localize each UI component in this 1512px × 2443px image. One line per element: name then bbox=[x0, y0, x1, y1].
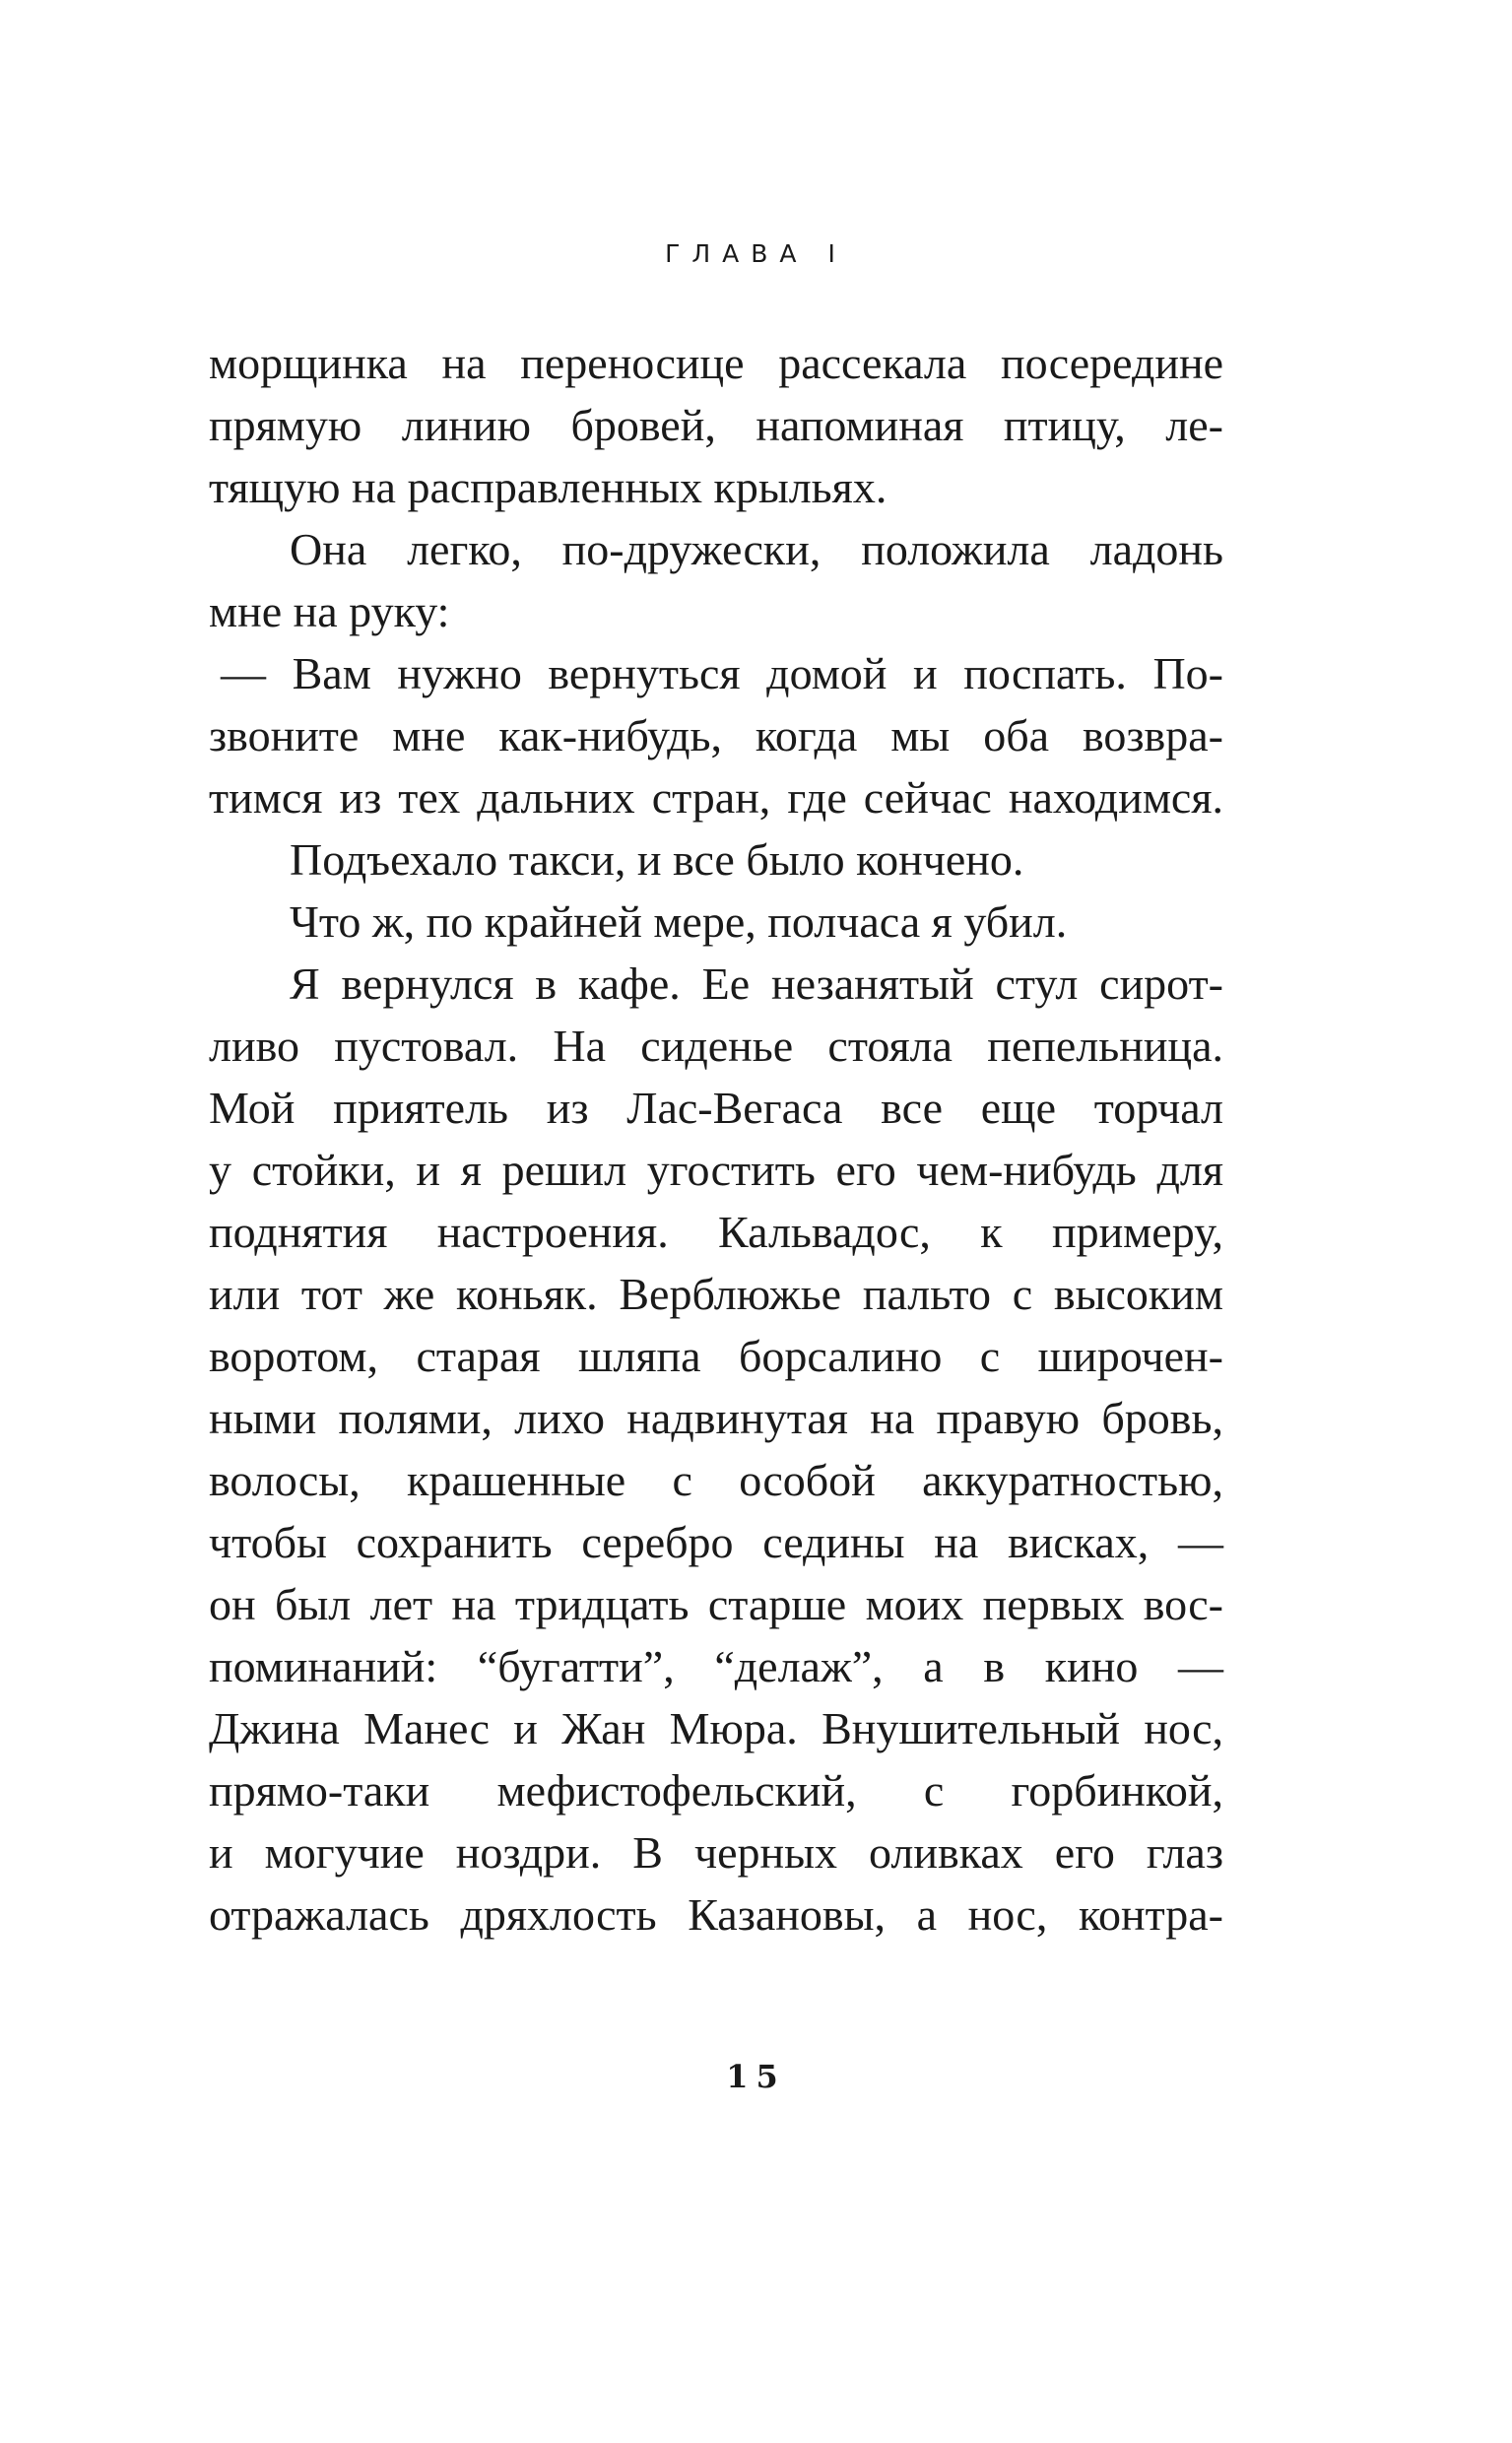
body-text bbox=[209, 332, 1223, 1946]
text-line: он был лет на тридцать старше моих первых вос- bbox=[209, 1579, 1223, 1629]
text-line: Я вернулся в кафе. Ее незанятый стул сирот- bbox=[290, 958, 1223, 1009]
text-line: волосы, крашенные с особой аккуратностью, bbox=[209, 1455, 1223, 1505]
text-line: Она легко, по-дружески, положила ладонь bbox=[290, 524, 1223, 574]
text-line: у стойки, и я решил угостить его чем-нибудь для bbox=[209, 1145, 1223, 1195]
text-line: поднятия настроения. Кальвадос, к примеру, bbox=[209, 1207, 1223, 1257]
text-line: Мой приятель из Лас-Вегаса все еще торчал bbox=[209, 1083, 1223, 1133]
text-line: мне на руку: bbox=[209, 586, 450, 636]
text-line: чтобы сохранить серебро седины на висках, — bbox=[209, 1517, 1223, 1567]
text-line: ливо пустовал. На сиденье стояла пепельница. bbox=[209, 1021, 1223, 1071]
text-line: поминаний: “бугатти”, “делаж”, а в кино — bbox=[209, 1641, 1223, 1691]
text-line: прямо-таки мефистофельский, с горбинкой, bbox=[209, 1765, 1223, 1816]
text-line: звоните мне как-нибудь, когда мы оба возвра- bbox=[209, 710, 1223, 760]
text-line: ными полями, лихо надвинутая на правую бровь, bbox=[209, 1393, 1223, 1443]
text-line: Джина Манес и Жан Мюра. Внушительный нос, bbox=[209, 1703, 1223, 1753]
text-line: прямую линию бровей, напоминая птицу, ле- bbox=[209, 400, 1223, 450]
text-line: тимся из тех дальних стран, где сейчас находимся. bbox=[209, 772, 1223, 823]
text-line: и могучие ноздри. В черных оливках его глаз bbox=[209, 1827, 1223, 1878]
text-line: Что ж, по крайней мере, полчаса я убил. bbox=[290, 896, 1068, 947]
text-line: — Вам нужно вернуться домой и поспать. По- bbox=[221, 648, 1223, 698]
text-line: воротом, старая шляпа борсалино с широчен- bbox=[209, 1331, 1223, 1381]
text-line: тящую на расправленных крыльях. bbox=[209, 462, 887, 512]
running-head: ГЛАВА I bbox=[665, 239, 847, 268]
text-line: или тот же коньяк. Верблюжье пальто с высоким bbox=[209, 1269, 1223, 1319]
text-line: морщинка на переносице рассекала посередине bbox=[209, 338, 1223, 388]
text-line: отражалась дряхлость Казановы, а нос, контра- bbox=[209, 1889, 1223, 1940]
text-line: Подъехало такси, и все было кончено. bbox=[290, 834, 1024, 885]
page-number: 15 bbox=[726, 2058, 786, 2095]
